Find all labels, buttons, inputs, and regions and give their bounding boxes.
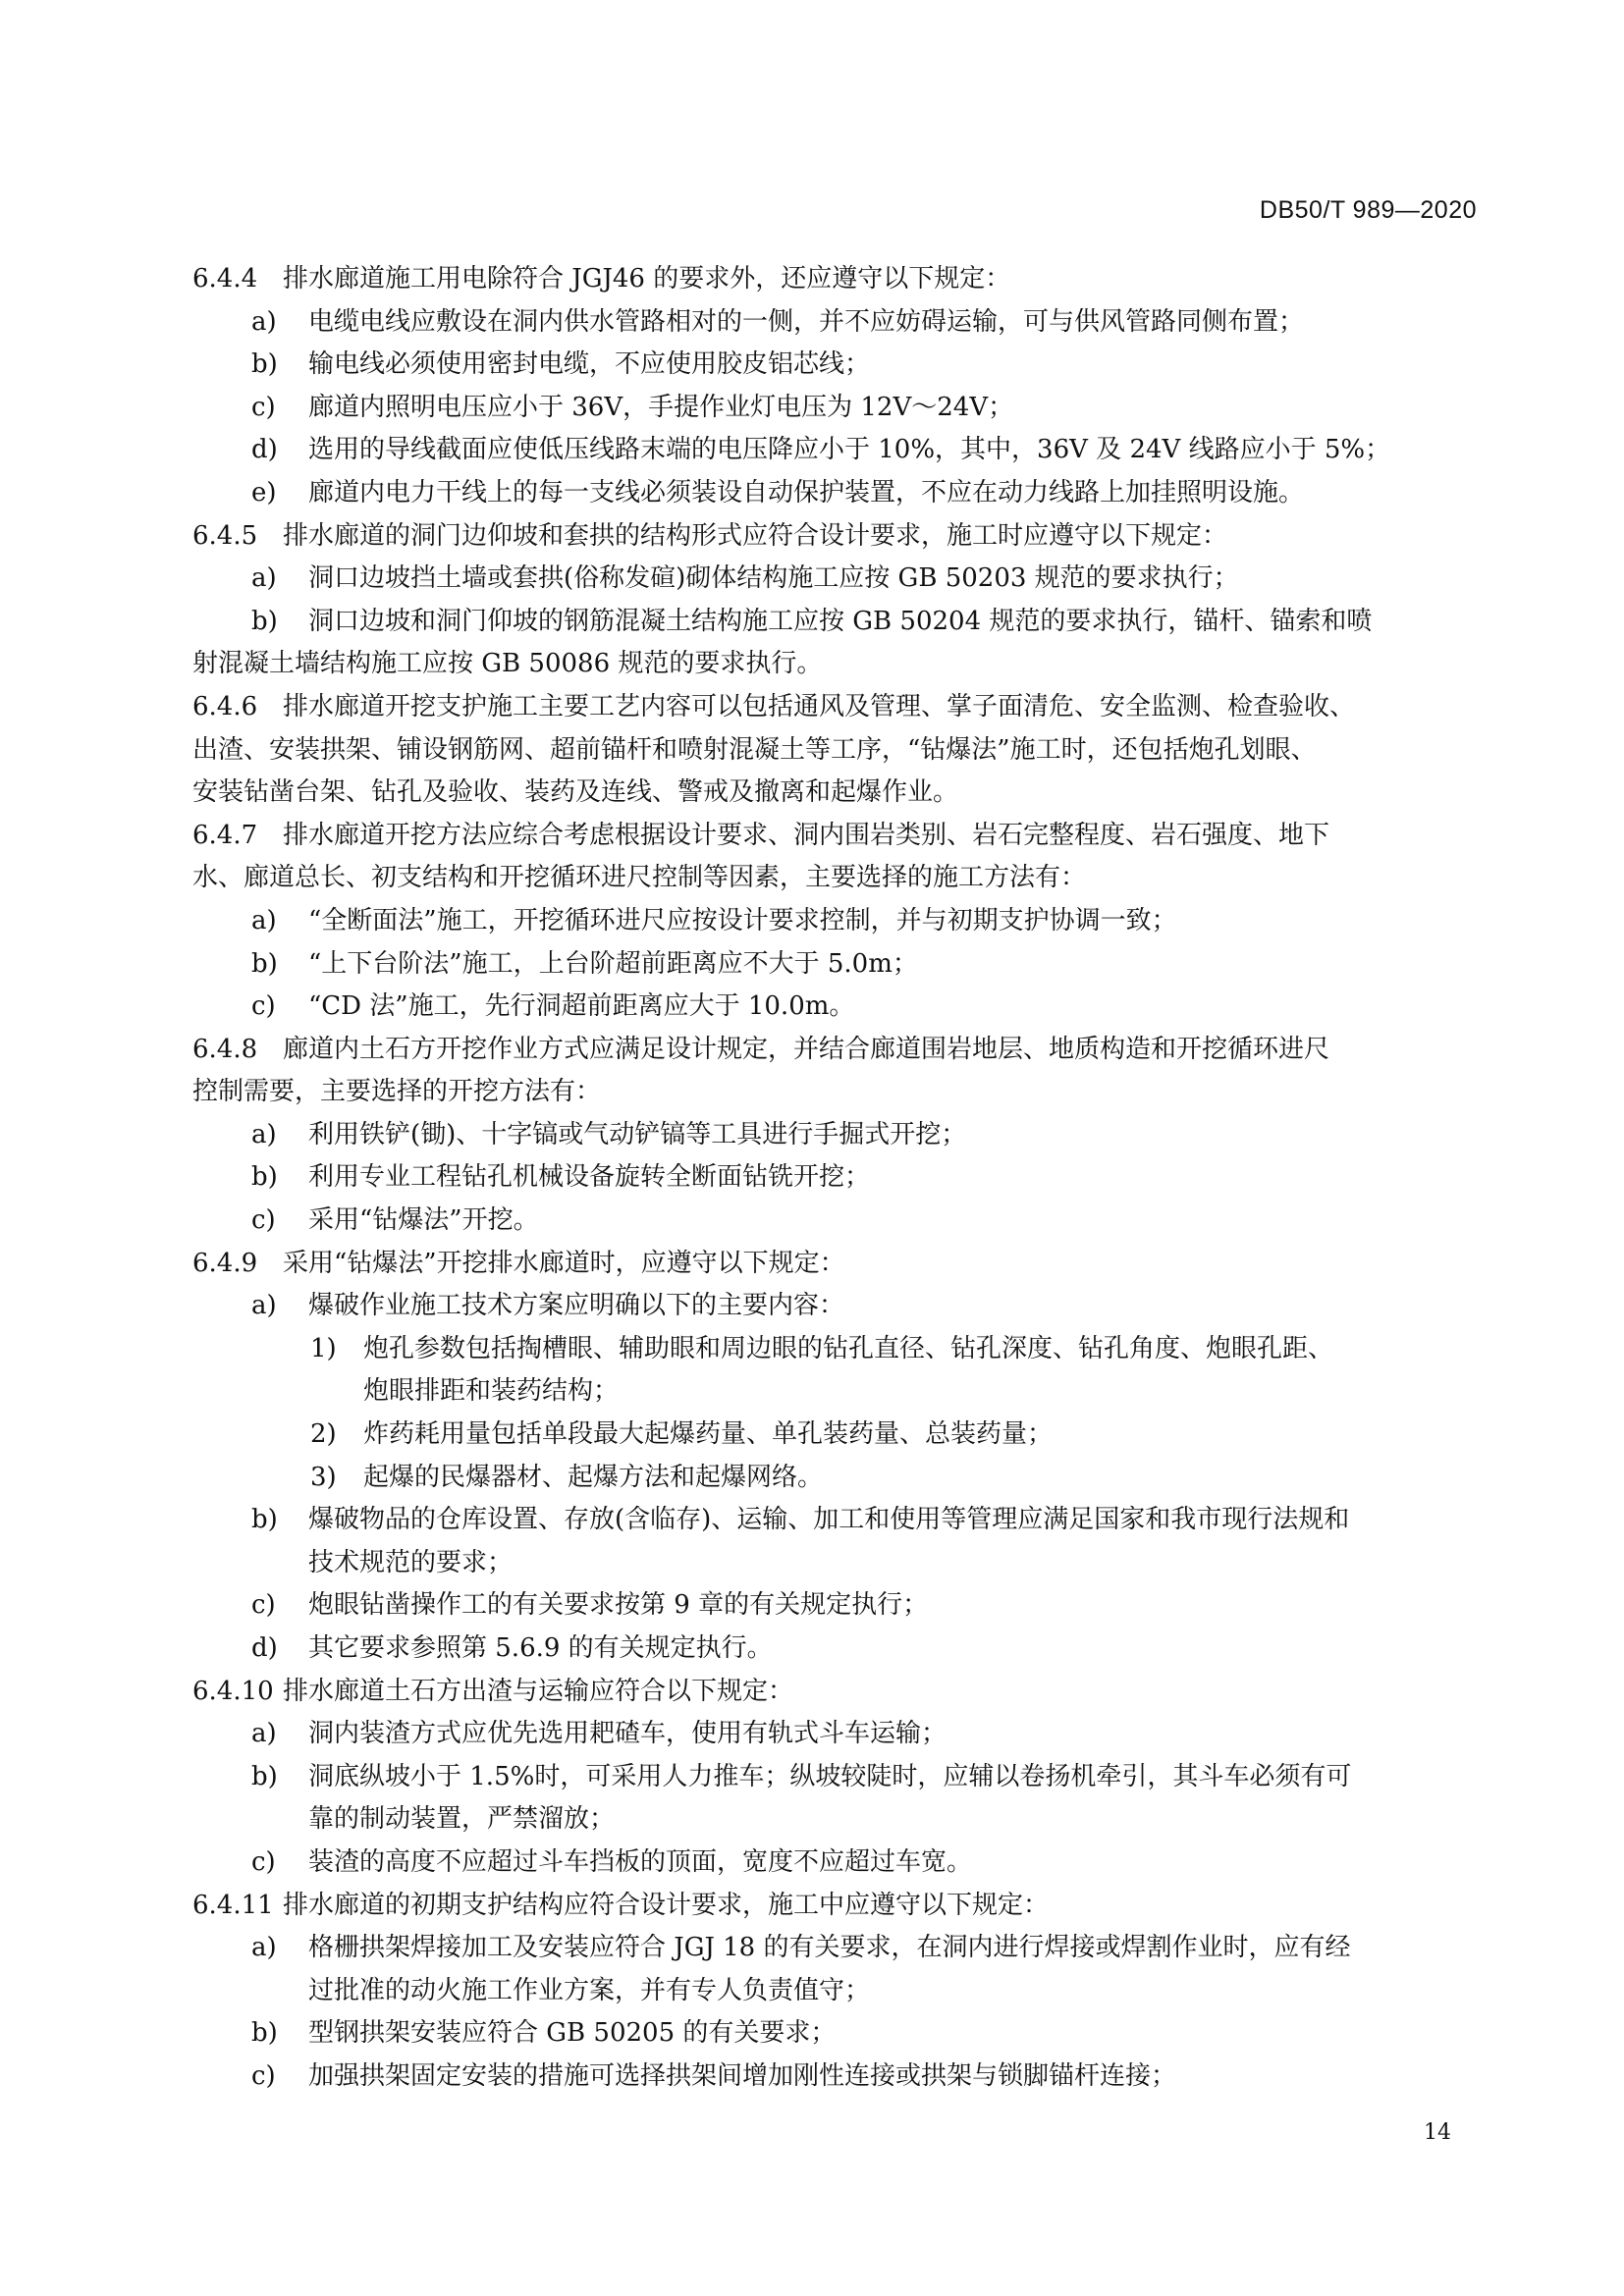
clause-6-4-11 [192, 1885, 1481, 1928]
item-text: “CD 法”施工，先行洞超前距离应大于 10.0m。 [308, 991, 855, 1022]
clause-number: 6.4.11 [192, 1890, 274, 1920]
list-item-continuation [192, 1542, 1481, 1585]
item-label: b) [251, 349, 278, 380]
item-text: 其它要求参照第 5.6.9 的有关规定执行。 [308, 1633, 773, 1663]
item-text: 廊道内电力干线上的每一支线必须装设自动保护装置，不应在动力线路上加挂照明设施。 [308, 477, 1305, 507]
clause-6-4-10 [192, 1671, 1481, 1714]
clause-continuation: 出渣、安装拱架、铺设钢筋网、超前锚杆和喷射混凝土等工序，“钻爆法”施工时，还包括炮孔划眼、 [192, 734, 1317, 765]
list-item-continuation [192, 1798, 1481, 1842]
sub-item-text: 起爆的民爆器材、起爆方法和起爆网络。 [363, 1462, 824, 1492]
item-text: 电缆电线应敷设在洞内供水管路相对的一侧，并不应妨碍运输，可与供风管路同侧布置； [308, 306, 1305, 337]
sub-list-item [192, 1328, 1481, 1371]
list-item [192, 943, 1481, 987]
clause-6-4-7 [192, 815, 1481, 858]
item-text: 采用“钻爆法”开挖。 [308, 1205, 539, 1236]
clause-text: 排水廊道施工用电除符合 JGJ46 的要求外，还应遵守以下规定： [283, 264, 1011, 294]
item-label: d) [251, 1633, 278, 1663]
item-text: 爆破作业施工技术方案应明确以下的主要内容： [308, 1291, 845, 1321]
item-label: d) [251, 435, 278, 465]
list-item [192, 1584, 1481, 1628]
clause-text: 排水廊道的洞门边仰坡和套拱的结构形式应符合设计要求，施工时应遵守以下规定： [283, 520, 1228, 551]
clause-number: 6.4.10 [192, 1676, 274, 1706]
item-label: c) [251, 392, 276, 422]
sub-item-label: 1) [310, 1333, 337, 1363]
item-text: 利用铁铲(锄)、十字镐或气动铲镐等工具进行手掘式开挖； [308, 1119, 967, 1149]
sub-item-text: 炮眼排距和装药结构； [363, 1376, 620, 1407]
clause-6-4-6 [192, 686, 1481, 729]
item-text: 靠的制动装置，严禁溜放； [308, 1804, 616, 1835]
item-label: a) [251, 306, 277, 337]
list-item [192, 1842, 1481, 1885]
clause-text: 廊道内土石方开挖作业方式应满足设计规定，并结合廊道围岩地层、地质构造和开挖循环进尺 [283, 1034, 1330, 1064]
item-label: b) [251, 2018, 278, 2049]
list-item [192, 344, 1481, 387]
item-label: c) [251, 1846, 276, 1877]
item-label: b) [251, 1162, 278, 1193]
item-text: 爆破物品的仓库设置、存放(含临存)、运输、加工和使用等管理应满足国家和我市现行法规和 [308, 1505, 1350, 1535]
list-item [192, 1713, 1481, 1756]
list-item [192, 2056, 1481, 2099]
clause-continuation: 水、廊道总长、初支结构和开挖循环进尺控制等因素，主要选择的施工方法有： [192, 863, 1087, 893]
clause-text: 排水廊道开挖方法应综合考虑根据设计要求、洞内围岩类别、岩石完整程度、岩石强度、地下 [283, 820, 1330, 850]
list-item [192, 1927, 1481, 1970]
clause-number: 6.4.4 [192, 264, 258, 294]
item-text: 洞口边坡挡土墙或套拱(俗称发碹)砌体结构施工应按 GB 50203 规范的要求执行； [308, 563, 1239, 594]
item-text: “上下台阶法”施工，上台阶超前距离应不大于 5.0m； [308, 948, 918, 979]
clause-text: 采用“钻爆法”开挖排水廊道时，应遵守以下规定： [283, 1248, 845, 1278]
item-label: a) [251, 563, 277, 594]
item-text: 选用的导线截面应使低压线路末端的电压降应小于 10%，其中，36V 及 24V 线路应小于 5%； [308, 435, 1391, 465]
list-item [192, 1285, 1481, 1328]
item-label: b) [251, 948, 278, 979]
item-text: 输电线必须使用密封电缆，不应使用胶皮铝芯线； [308, 349, 871, 380]
clause-6-4-4 [192, 258, 1481, 301]
clause-number: 6.4.9 [192, 1248, 258, 1278]
item-label: e) [251, 477, 277, 507]
item-label: c) [251, 1205, 276, 1236]
clause-6-4-8 [192, 1029, 1481, 1072]
item-text: 技术规范的要求； [308, 1547, 514, 1577]
clause-number: 6.4.8 [192, 1034, 258, 1064]
list-item [192, 1499, 1481, 1542]
list-item [192, 301, 1481, 345]
list-item [192, 2012, 1481, 2056]
item-label: b) [251, 1505, 278, 1535]
item-label: c) [251, 991, 276, 1022]
sub-list-item-continuation [192, 1370, 1481, 1414]
item-label: b) [251, 1761, 278, 1791]
list-item-continuation [192, 643, 1481, 686]
clause-number: 6.4.7 [192, 820, 258, 850]
item-label: a) [251, 1119, 277, 1149]
clause-number: 6.4.6 [192, 691, 258, 721]
list-item [192, 472, 1481, 515]
item-text: 炮眼钻凿操作工的有关要求按第 9 章的有关规定执行； [308, 1590, 929, 1621]
clause-text: 排水廊道的初期支护结构应符合设计要求，施工中应遵守以下规定： [283, 1890, 1050, 1920]
list-item [192, 900, 1481, 943]
item-text: 型钢拱架安装应符合 GB 50205 的有关要求； [308, 2018, 837, 2049]
item-text: 装渣的高度不应超过斗车挡板的顶面，宽度不应超过车宽。 [308, 1846, 973, 1877]
item-label: a) [251, 1291, 277, 1321]
item-label: c) [251, 2060, 276, 2091]
list-item [192, 1114, 1481, 1157]
item-label: a) [251, 1933, 277, 1963]
sub-list-item [192, 1414, 1481, 1457]
item-text: 洞底纵坡小于 1.5%时，可采用人力推车；纵坡较陡时，应辅以卷扬机牵引，其斗车必须有可 [308, 1761, 1352, 1791]
list-item [192, 986, 1481, 1029]
item-label: c) [251, 1590, 276, 1621]
sub-item-text: 炮孔参数包括掏槽眼、辅助眼和周边眼的钻孔直径、钻孔深度、钻孔角度、炮眼孔距、 [363, 1333, 1334, 1363]
item-text: 洞口边坡和洞门仰坡的钢筋混凝土结构施工应按 GB 50204 规范的要求执行，锚杆、锚索和喷 [308, 606, 1373, 636]
sub-item-text: 炸药耗用量包括单段最大起爆药量、单孔装药量、总装药量； [363, 1419, 1054, 1450]
clause-number: 6.4.5 [192, 520, 258, 551]
item-label: a) [251, 905, 277, 935]
sub-item-label: 3) [310, 1462, 337, 1492]
item-text: 利用专业工程钻孔机械设备旋转全断面钻铣开挖； [308, 1162, 871, 1193]
clause-6-4-9 [192, 1243, 1481, 1286]
document-code: DB50/T 989—2020 [1259, 196, 1477, 224]
list-item [192, 1156, 1481, 1200]
page-number: 14 [1424, 2120, 1451, 2145]
sub-item-label: 2) [310, 1419, 337, 1450]
item-text: 格栅拱架焊接加工及安装应符合 JGJ 18 的有关要求，在洞内进行焊接或焊割作业时，应有经 [308, 1933, 1351, 1963]
list-item [192, 429, 1481, 472]
list-item-continuation [192, 1970, 1481, 2013]
item-label: b) [251, 606, 278, 636]
list-item [192, 1200, 1481, 1243]
item-text: 廊道内照明电压应小于 36V，手提作业灯电压为 12V～24V； [308, 392, 1014, 422]
item-label: a) [251, 1719, 277, 1749]
list-item [192, 1628, 1481, 1671]
list-item [192, 387, 1481, 430]
clause-text: 排水廊道开挖支护施工主要工艺内容可以包括通风及管理、掌子面清危、安全监测、检查验收、 [283, 691, 1356, 721]
clause-continuation: 控制需要，主要选择的开挖方法有： [192, 1077, 602, 1107]
list-item [192, 601, 1481, 644]
item-text: 射混凝土墙结构施工应按 GB 50086 规范的要求执行。 [192, 649, 823, 679]
item-text: 过批准的动火施工作业方案，并有专人负责值守； [308, 1975, 871, 2005]
clause-continuation: 安装钻凿台架、钻孔及验收、装药及连线、警戒及撤离和起爆作业。 [192, 777, 959, 808]
clause-text: 排水廊道土石方出渣与运输应符合以下规定： [283, 1676, 794, 1706]
clause-6-4-5 [192, 515, 1481, 559]
item-text: 加强拱架固定安装的措施可选择拱架间增加刚性连接或拱架与锁脚锚杆连接； [308, 2060, 1177, 2091]
sub-list-item [192, 1457, 1481, 1500]
list-item [192, 558, 1481, 601]
item-text: “全断面法”施工，开挖循环进尺应按设计要求控制，并与初期支护协调一致； [308, 905, 1177, 935]
list-item [192, 1756, 1481, 1799]
document-body [192, 258, 1481, 2099]
item-text: 洞内装渣方式应优先选用耙碴车，使用有轨式斗车运输； [308, 1719, 947, 1749]
